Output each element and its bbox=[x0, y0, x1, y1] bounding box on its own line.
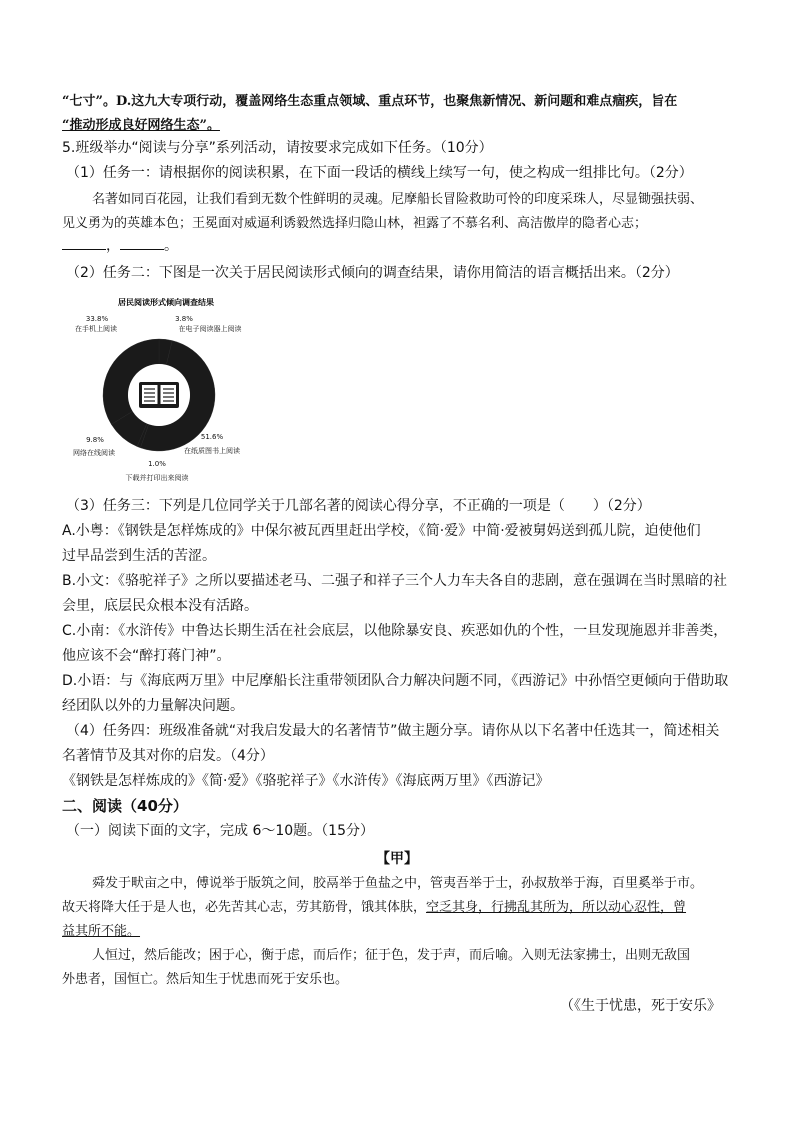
book-icon bbox=[139, 382, 179, 408]
passage-para2-line-2: 外患者，国恒亡。然后知生于忧患而死于安乐也。 bbox=[62, 972, 349, 987]
answer-blank[interactable] bbox=[62, 237, 106, 250]
option-d-line-2: 经团队以外的力量解决问题。 bbox=[62, 698, 244, 714]
passage-para1-line-2 bbox=[62, 898, 686, 918]
task4-prompt-line-2: 名著情节及其对你的启发。（4分） bbox=[62, 748, 274, 764]
task2-prompt: （2）任务二：下图是一次关于居民阅读形式倾向的调查结果，请你用简洁的语言概括出来。（2分） bbox=[66, 265, 679, 281]
task1-text-line-1: 名著如同百花园，让我们看到无数个性鲜明的灵魂。尼摩船长冒险救助可怜的印度采珠人，尽显锄强扶弱、 bbox=[92, 192, 704, 207]
slice-name-label: 下载并打印出来阅读 bbox=[125, 474, 189, 482]
slice-name-label: 在手机上阅读 bbox=[75, 325, 117, 333]
task1-prompt: （1）任务一：请根据你的阅读积累，在下面一段话的横线上续写一句，使之构成一组排比句。（2分） bbox=[66, 165, 693, 181]
passage-title: 【甲】 bbox=[376, 851, 418, 867]
slice-name-label: 网络在线阅读 bbox=[73, 449, 115, 457]
slice-value-label: 9.8% bbox=[86, 436, 104, 444]
reading-survey-chart bbox=[62, 292, 272, 488]
task3-prompt: （3）任务三：下列是几位同学关于几部名著的阅读心得分享，不正确的一项是（ ）（2分） bbox=[66, 498, 651, 514]
passage-para1-line-1: 舜发于畎亩之中，傅说举于版筑之间，胶鬲举于鱼盐之中，管夷吾举于士，孙叔敖举于海，百里奚举于市。 bbox=[92, 876, 704, 891]
passage-text: 故天将降大任于是人也，必先苦其心志，劳其筋骨，饿其体肤， bbox=[62, 900, 427, 915]
option-d-line-1: D.小语：与《海底两万里》中尼摩船长注重带领团队合力解决问题不同，《西游记》中孙悟空更倾向于借助取 bbox=[62, 673, 729, 689]
task4-book-list: 《钢铁是怎样炼成的》《简·爱》《骆驼祥子》《水浒传》《海底两万里》《西游记》 bbox=[62, 773, 550, 789]
task1-text-line-2: 见义勇为的英雄本色；王冕面对威逼利诱毅然选择归隐山林，袒露了不慕名利、高洁傲岸的隐者心志； bbox=[62, 216, 648, 231]
task1-answer-blanks bbox=[62, 236, 178, 256]
slice-value-label: 33.8% bbox=[85, 315, 109, 323]
passage-source: （《生于忧患，死于安乐》 bbox=[560, 998, 721, 1014]
task4-prompt-line-1: （4）任务四：班级准备就“对我启发最大的名著情节”做主题分享。请你从以下名著中任选其一，简述相关 bbox=[66, 723, 720, 739]
blank-end: 。 bbox=[164, 238, 178, 254]
question-5-heading: 5.班级举办“阅读与分享”系列活动，请按要求完成如下任务。（10分） bbox=[62, 140, 493, 156]
chart-title: 居民阅读形式倾向调查结果 bbox=[118, 298, 214, 307]
slice-name-label: 在纸质图书上阅读 bbox=[184, 447, 240, 455]
slice-value-label: 1.0% bbox=[148, 460, 166, 468]
blank-separator: ， bbox=[106, 238, 120, 254]
underlined-sentence: 空乏其身，行拂乱其所为，所以动心忍性，曾 bbox=[426, 900, 687, 915]
answer-blank[interactable] bbox=[120, 237, 164, 250]
slice-value-label: 3.8% bbox=[175, 315, 193, 323]
intro-line-2: “推动形成良好网络生态”。 bbox=[62, 118, 220, 133]
slice-value-label: 51.6% bbox=[200, 433, 224, 441]
option-b-line-1: B.小文：《骆驼祥子》之所以要描述老马、二强子和祥子三个人力车夫各自的悲剧，意在强调在当时黑暗的社 bbox=[62, 573, 728, 589]
option-b-line-2: 会里，底层民众根本没有活路。 bbox=[62, 598, 258, 614]
intro-line-1: “七寸”。D.这九大专项行动，覆盖网络生态重点领域、重点环节，也聚焦新情况、新问题和难点痼疾，旨在 bbox=[62, 94, 678, 109]
option-c-line-2: 他应该不会“醉打蒋门神”。 bbox=[62, 648, 231, 664]
passage-para2-line-1: 人恒过，然后能改；困于心，衡于虑，而后作；征于色，发于声，而后喻。入则无法家拂士，出则无敌国 bbox=[92, 948, 691, 963]
passage-para1-line-3: 益其所不能。 bbox=[62, 924, 141, 939]
option-c-line-1: C.小南：《水浒传》中鲁达长期生活在社会底层，以他除暴安良、疾恶如仇的个性，一旦发现施恩并非善类， bbox=[62, 623, 728, 639]
option-a-line-2: 过早品尝到生活的苦涩。 bbox=[62, 548, 216, 564]
section-2-subheading: （一）阅读下面的文字，完成 6～10题。（15分） bbox=[66, 823, 374, 839]
slice-name-label: 在电子阅读器上阅读 bbox=[178, 325, 242, 333]
option-a-line-1: A.小粤：《钢铁是怎样炼成的》中保尔被瓦西里赶出学校，《简·爱》中简·爱被舅妈送到孤儿院，迫使他们 bbox=[62, 523, 701, 539]
section-2-heading: 二、阅读（40分） bbox=[62, 797, 188, 815]
